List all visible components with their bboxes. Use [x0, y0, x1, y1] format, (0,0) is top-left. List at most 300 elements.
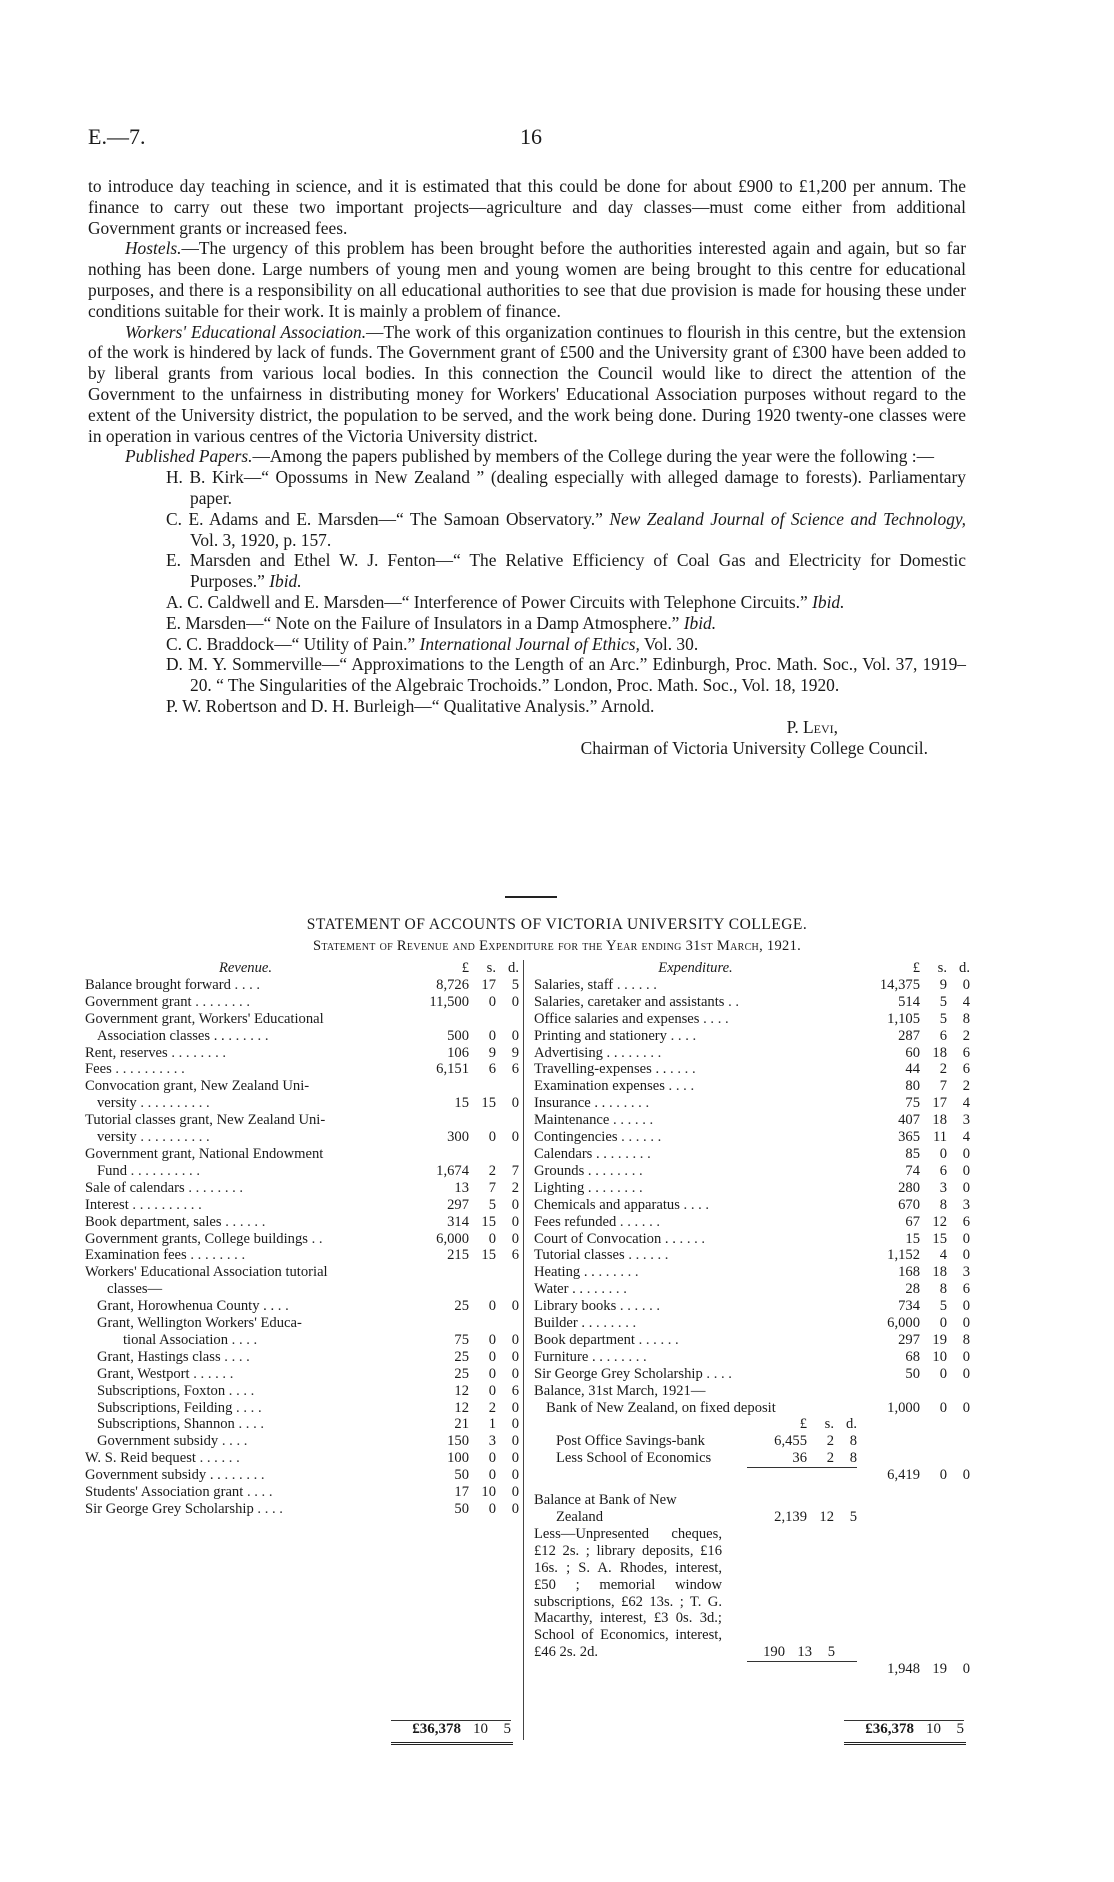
revenue-label [85, 1281, 406, 1298]
reference-item [88, 592, 966, 613]
revenue-total-underline [391, 1742, 513, 1745]
net-deposit-row: 6,419 0 0 [747, 1467, 970, 1484]
leader-dots: . . . . [225, 1382, 255, 1399]
amount-pounds: 68 [905, 1348, 920, 1365]
item-text: Travelling-expenses . . [534, 1061, 667, 1078]
amount-pounds: 407 [898, 1112, 920, 1129]
expenditure-row [534, 1315, 970, 1332]
amount-pence: 0 [962, 1365, 970, 1382]
revenue-label [85, 1383, 406, 1400]
amount-pence: 0 [962, 1162, 970, 1179]
leader-dots: . . . . [664, 1078, 695, 1095]
shillings-heading: s. [937, 960, 947, 976]
amount-shillings: 17 [932, 1095, 947, 1112]
expenditure-label [534, 1197, 857, 1214]
expenditure-row [534, 994, 970, 1011]
amount-pounds: 11,500 [429, 993, 469, 1010]
amount-shillings: 3 [488, 1433, 496, 1450]
amount-shillings: 6 [939, 1027, 947, 1044]
leader-dots: . . . . [679, 1196, 710, 1213]
revenue-label [85, 1247, 406, 1264]
expenditure-label [534, 1247, 857, 1264]
reference-text: D. M. Y. Sommerville—“ Approximations to the Length of an Arc.” Edinburgh, Proc. Math. Soc., Vol. 37, 1919–20. “ The Singularities of the Algebraic Trochoids.” London, Proc. Math. Soc., Vol. 18, 1920. [166, 654, 966, 696]
leader-dots: . . . . . . [634, 1331, 679, 1348]
leader-dots: . . . . [666, 1061, 696, 1078]
leader-dots: . . . . . . [189, 1365, 234, 1382]
bank-balance-row-2: Zealand 2,139 12 5 [556, 1509, 857, 1525]
amount-pence: 6 [962, 1061, 970, 1078]
statement-title: STATEMENT OF ACCOUNTS OF VICTORIA UNIVERSITY COLLEGE. [306, 916, 808, 933]
revenue-row [85, 1214, 519, 1231]
revenue-row [85, 977, 519, 994]
amount-shillings [469, 1112, 496, 1129]
amount-shillings: 0 [488, 1129, 496, 1146]
amount-shillings: 7 [939, 1078, 947, 1095]
amount-pounds [406, 1146, 469, 1163]
amount-shillings: 4 [939, 1247, 947, 1264]
amount-shillings: 5 [939, 1010, 947, 1027]
item-text: Grant, Westport [97, 1365, 190, 1382]
amount-shillings: 0 [488, 1027, 496, 1044]
amount-shillings: 9 [488, 1044, 496, 1061]
revenue-row [85, 1146, 519, 1163]
expenditure-row [534, 1197, 970, 1214]
expenditure-row [534, 1298, 970, 1315]
expenditure-label [534, 1366, 857, 1383]
amount-pence: 0 [511, 1348, 519, 1365]
expenditure-row [534, 1078, 970, 1095]
amount-pounds: 50 [905, 1365, 920, 1382]
amount-pounds: 50 [454, 1501, 469, 1517]
amount-shillings: 12 [932, 1213, 947, 1230]
revenue-label [85, 1197, 406, 1214]
amount-pounds: 500 [447, 1027, 469, 1044]
amount-pence: 0 [511, 1129, 519, 1146]
amount-shillings: 0 [939, 1399, 947, 1416]
revenue-row [85, 1433, 519, 1450]
expenditure-label [534, 1146, 857, 1163]
amount-pounds: 1,000 [887, 1399, 920, 1416]
item-text: Calendars . . [534, 1145, 607, 1162]
reference-text: E. Marsden—“ Note on the Failure of Insulators in a Damp Atmosphere.” [166, 612, 684, 633]
item-text: Lighting . . [534, 1179, 599, 1196]
amount-pounds: 514 [898, 993, 920, 1010]
expenditure-label [534, 1061, 857, 1078]
item-text: Fees [85, 1061, 112, 1078]
amount-shillings: 5 [939, 1298, 947, 1315]
amount-pence: 8 [962, 1010, 970, 1027]
revenue-row [85, 1416, 519, 1433]
reference-item [88, 613, 966, 634]
revenue-label [85, 1450, 406, 1467]
amount-pounds: 670 [898, 1196, 920, 1213]
revenue-row [85, 1129, 519, 1146]
expenditure-row [534, 1349, 970, 1366]
bank-net-row: 1,948 19 0 [747, 1661, 970, 1678]
balance-heading: Balance, 31st March, 1921— [534, 1382, 706, 1399]
item-text: Convocation grant, New Zealand Uni- [85, 1078, 310, 1095]
hostels-text: —The urgency of this problem has been brought before the authorities interested again and again, but so far nothing has been done. Large numbers of young men and young women are being brought to this centre for educational purposes, and there is a responsibility on all educational authorities to see that due provision is made for housing these under conditions suitable for their work. It is mainly a problem of finance. [88, 238, 966, 321]
amount-pounds: 50 [454, 1467, 469, 1484]
amount-shillings: 3 [939, 1179, 947, 1196]
amount-shillings: 0 [488, 1331, 496, 1348]
amount-pounds: 287 [898, 1027, 920, 1044]
item-text: Court of Convocation . . [534, 1230, 676, 1247]
leader-dots: . . . . . . . . . . [136, 1095, 210, 1112]
amount-pounds: 28 [905, 1281, 920, 1298]
revenue-row [85, 1332, 519, 1349]
revenue-label [85, 1095, 406, 1112]
expenditure-row [534, 977, 970, 994]
revenue-row [85, 1011, 519, 1028]
revenue-label [85, 994, 406, 1011]
amount-pounds: 1,674 [436, 1162, 469, 1179]
revenue-label [85, 1112, 406, 1129]
amount-pence: 9 [511, 1044, 519, 1061]
leader-dots: . . . . [232, 1399, 262, 1416]
amount-pounds: 215 [447, 1247, 469, 1264]
item-text: Office salaries and expenses [534, 1010, 700, 1027]
expenditure-heading: Expenditure. [658, 960, 733, 976]
amount-pounds [406, 1264, 469, 1281]
amount-pounds: 74 [905, 1162, 920, 1179]
amount-pence: 0 [511, 1450, 519, 1467]
revenue-label [85, 1146, 406, 1163]
amount-pounds: 25 [454, 1348, 469, 1365]
amount-pence: 0 [511, 1196, 519, 1213]
leader-dots: . . . . [220, 1348, 250, 1365]
item-text: Salaries, caretaker and assistants [534, 993, 725, 1010]
item-text: Grant, Wellington Workers' Educa- [97, 1315, 302, 1332]
amount-pounds: 15 [454, 1095, 469, 1112]
item-text: Government grant, National Endowment [85, 1145, 324, 1162]
revenue-label [85, 1078, 406, 1095]
revenue-row [85, 1180, 519, 1197]
amount-shillings: 18 [932, 1112, 947, 1129]
amount-pence [496, 1281, 519, 1298]
papers-text: —Among the papers published by members of the College during the year were the following :— [252, 446, 934, 467]
expenditure-label [534, 1112, 857, 1129]
amount-pence: 5 [511, 976, 519, 993]
revenue-row [85, 994, 519, 1011]
sub-currency-row: £ s. d. [799, 1416, 857, 1433]
amount-pence: 7 [511, 1162, 519, 1179]
document-reference: E.—7. [88, 124, 146, 149]
item-text: Grant, Horowhenua County . . [97, 1298, 275, 1315]
item-text: Water . . [534, 1281, 584, 1298]
amount-pence: 0 [511, 1230, 519, 1247]
amount-pounds: 13 [454, 1179, 469, 1196]
amount-pounds: 6,000 [436, 1230, 469, 1247]
revenue-label [85, 1264, 406, 1281]
amount-shillings: 2 [488, 1399, 496, 1416]
amount-pence: 0 [962, 1315, 970, 1332]
leader-dots: . . . . . . [592, 1315, 637, 1332]
expenditure-label [534, 1281, 857, 1298]
amount-pence: 8 [962, 1331, 970, 1348]
amount-shillings: 10 [481, 1484, 496, 1501]
revenue-row [85, 1095, 519, 1112]
revenue-row [85, 1247, 519, 1264]
amount-pence [496, 1112, 519, 1129]
revenue-row [85, 1078, 519, 1095]
revenue-label [85, 1011, 406, 1028]
amount-pence: 6 [962, 1281, 970, 1298]
leader-dots: . . . . . . . . . . [128, 1196, 202, 1213]
leader-dots: . . . . . . [598, 1179, 643, 1196]
amount-pence: 0 [511, 1433, 519, 1450]
amount-pounds: 12 [454, 1399, 469, 1416]
reference-volume: Vol. 30. [639, 633, 699, 654]
amount-shillings: 0 [488, 1298, 496, 1315]
amount-pence: 0 [962, 1179, 970, 1196]
expenditure-column [534, 960, 970, 1678]
revenue-label [85, 1349, 406, 1366]
revenue-row [85, 1349, 519, 1366]
pence-heading: d. [959, 960, 970, 976]
leader-dots: . . . . [702, 1365, 732, 1382]
revenue-label [85, 1315, 406, 1332]
item-text: Government subsidy [97, 1433, 219, 1450]
expenditure-row [534, 1028, 970, 1045]
reference-text: C. E. Adams and E. Marsden—“ The Samoan Observatory.” [166, 508, 610, 529]
posb-row: Post Office Savings-bank 6,455 2 8 [534, 1433, 970, 1450]
item-text: Subscriptions, Feilding [97, 1399, 233, 1416]
expenditure-row [534, 1281, 970, 1298]
amount-pounds: 1,152 [887, 1247, 920, 1264]
amount-pence: 3 [962, 1264, 970, 1281]
reference-item [88, 509, 966, 551]
amount-shillings: 8 [939, 1281, 947, 1298]
expenditure-label [534, 1129, 857, 1146]
amount-pence: 2 [511, 1179, 519, 1196]
amount-shillings [469, 1011, 496, 1028]
pence-heading: d. [508, 960, 519, 976]
paragraph-papers [88, 446, 966, 467]
revenue-label [85, 1400, 406, 1417]
expenditure-row [534, 1264, 970, 1281]
amount-pounds: 75 [454, 1331, 469, 1348]
leader-dots: . . . . . . . . . . [136, 1129, 210, 1146]
amount-shillings: 8 [939, 1196, 947, 1213]
amount-shillings: 0 [488, 1230, 496, 1247]
expenditure-label [534, 1264, 857, 1281]
reference-list [88, 467, 966, 717]
leader-dots: . . . . . . [606, 1145, 651, 1162]
reference-text: E. Marsden and Ethel W. J. Fenton—“ The Relative Efficiency of Coal Gas and Electricity for Domestic Purposes.” [166, 550, 966, 592]
revenue-row [85, 1450, 519, 1467]
expenditure-row [534, 1163, 970, 1180]
amount-shillings: 18 [932, 1264, 947, 1281]
amount-pounds: 60 [905, 1044, 920, 1061]
expenditure-row [534, 1061, 970, 1078]
revenue-label [85, 1433, 406, 1450]
revenue-row [85, 1501, 519, 1518]
item-text: Government grants, College buildings [85, 1230, 308, 1247]
expenditure-label [534, 1078, 857, 1095]
leader-dots: . . [724, 993, 740, 1010]
revenue-label [85, 1467, 406, 1484]
revenue-row [85, 1231, 519, 1248]
leader-dots: . . . . . . [224, 1027, 269, 1044]
amount-shillings [469, 1078, 496, 1095]
amount-pounds: 297 [447, 1196, 469, 1213]
amount-pounds: 15 [905, 1230, 920, 1247]
revenue-label [85, 1416, 406, 1433]
item-text: Printing and stationery [534, 1027, 667, 1044]
paragraph-hostels [88, 238, 966, 321]
paragraph-intro: to introduce day teaching in science, and it is estimated that this could be done for about £900 to £1,200 per annum. The finance to carry out these two important projects—agriculture and day classes—must come either from additional Government grants or increased fees. [88, 176, 966, 238]
revenue-row [85, 1112, 519, 1129]
expenditure-total: £36,378 10 5 [844, 1720, 964, 1740]
revenue-row [85, 1028, 519, 1045]
revenue-label [85, 1129, 406, 1146]
expenditure-label [534, 994, 857, 1011]
item-text: Furniture . . [534, 1348, 603, 1365]
leader-dots: . . . . [228, 1331, 258, 1348]
item-text: Examination expenses [534, 1078, 665, 1095]
amount-shillings: 0 [488, 1365, 496, 1382]
revenue-row [85, 1163, 519, 1180]
amount-pounds: 80 [905, 1078, 920, 1095]
amount-pounds: 6,151 [436, 1061, 469, 1078]
amount-pence: 4 [962, 993, 970, 1010]
amount-shillings: 0 [939, 1365, 947, 1382]
revenue-row [85, 1400, 519, 1417]
amount-pounds [406, 1011, 469, 1028]
item-text: Interest [85, 1196, 129, 1213]
item-text: Grant, Hastings class [97, 1348, 221, 1365]
item-text: Maintenance [534, 1112, 610, 1129]
amount-shillings: 17 [481, 976, 496, 993]
amount-pounds: 25 [454, 1365, 469, 1382]
expenditure-label [534, 1045, 857, 1062]
body-text [88, 176, 966, 758]
item-text: tional Association [123, 1331, 228, 1348]
revenue-row [85, 1315, 519, 1332]
revenue-label [85, 1214, 406, 1231]
amount-pounds: 8,726 [436, 976, 469, 993]
amount-pence: 0 [511, 1298, 519, 1315]
posb-label: Post Office Savings-bank [556, 1433, 705, 1450]
leader-dots: . . [307, 1230, 323, 1247]
amount-pence: 0 [962, 1399, 970, 1416]
reference-volume: Vol. 3, 1920, p. 157. [190, 529, 332, 550]
amount-pence: 0 [511, 1399, 519, 1416]
leader-dots: . . . . . . [594, 1264, 639, 1281]
amount-pence: 0 [511, 993, 519, 1010]
revenue-label [85, 1028, 406, 1045]
amount-shillings [469, 1264, 496, 1281]
amount-pence: 0 [511, 1213, 519, 1230]
less-label: Less School of Economics [556, 1450, 712, 1467]
item-text: Tutorial classes [534, 1247, 625, 1264]
amount-pounds [406, 1315, 469, 1332]
item-text: Government subsidy . . [85, 1467, 221, 1484]
leader-dots: . . . . [218, 1433, 248, 1450]
amount-shillings: 15 [481, 1247, 496, 1264]
amount-pounds [406, 1078, 469, 1095]
amount-pence: 0 [511, 1501, 519, 1517]
leader-dots: . . . . . . . . [186, 1247, 246, 1264]
amount-pounds [406, 1112, 469, 1129]
revenue-label [85, 1484, 406, 1501]
revenue-label [85, 1180, 406, 1197]
leader-dots: . . . . [234, 1416, 265, 1433]
expenditure-row [534, 1112, 970, 1129]
amount-pence [496, 1264, 519, 1281]
bnz-deposit-row [534, 1400, 970, 1417]
expenditure-row [534, 1129, 970, 1146]
item-text: Heating . . [534, 1264, 595, 1281]
reference-item [88, 696, 966, 717]
expenditure-total-underline [844, 1742, 966, 1745]
less-economics-row: Less School of Economics 36 2 8 [534, 1450, 970, 1467]
expenditure-label [534, 1298, 857, 1315]
amount-pounds: 365 [898, 1129, 920, 1146]
amount-pence: 0 [962, 1348, 970, 1365]
expenditure-row [534, 1231, 970, 1248]
expenditure-row [534, 1045, 970, 1062]
expenditure-label [534, 1231, 857, 1248]
leader-dots: . . . . . . [617, 1044, 662, 1061]
amount-pence: 0 [511, 1331, 519, 1348]
amount-pence: 0 [511, 1467, 519, 1484]
amount-pounds: 67 [905, 1213, 920, 1230]
item-text: Examination fees [85, 1247, 187, 1264]
column-divider [523, 960, 524, 1740]
item-text: Students' Association grant [85, 1484, 244, 1501]
expenditure-label [534, 1332, 857, 1349]
amount-shillings [469, 1146, 496, 1163]
reference-text: P. W. Robertson and D. H. Burleigh—“ Qualitative Analysis.” Arnold. [166, 695, 655, 716]
reference-text: C. C. Braddock—“ Utility of Pain.” [166, 633, 420, 654]
amount-shillings: 9 [939, 976, 947, 993]
amount-shillings: 0 [488, 1467, 496, 1484]
amount-pence: 3 [962, 1112, 970, 1129]
amount-shillings: 0 [939, 1145, 947, 1162]
reference-journal: New Zealand Journal of Science and Technology, [609, 508, 967, 529]
item-text: Sale of calendars [85, 1179, 185, 1196]
reference-text: A. C. Caldwell and E. Marsden—“ Interference of Power Circuits with Telephone Circuits.” [166, 591, 813, 612]
amount-pence: 0 [962, 1145, 970, 1162]
amount-shillings: 6 [488, 1061, 496, 1078]
amount-pounds: 25 [454, 1298, 469, 1315]
revenue-row [85, 1264, 519, 1281]
leader-dots: . . . . . . [598, 1162, 643, 1179]
amount-pence: 3 [962, 1196, 970, 1213]
revenue-column [85, 960, 519, 1518]
amount-pounds: 17 [454, 1484, 469, 1501]
amount-shillings: 15 [481, 1213, 496, 1230]
amount-pence: 0 [962, 1230, 970, 1247]
amount-pence: 0 [962, 1298, 970, 1315]
revenue-row [85, 1383, 519, 1400]
amount-pence: 6 [511, 1247, 519, 1264]
reference-journal: Ibid. [269, 571, 302, 592]
amount-shillings: 0 [939, 1315, 947, 1332]
amount-pounds: 12 [454, 1382, 469, 1399]
amount-shillings: 11 [932, 1129, 947, 1146]
expenditure-label [534, 1028, 857, 1045]
revenue-total: £36,378 10 5 [391, 1720, 511, 1740]
amount-shillings: 0 [488, 1450, 496, 1467]
item-text: Fees refunded [534, 1213, 617, 1230]
amount-pence: 0 [511, 1484, 519, 1501]
item-text: Fund [97, 1162, 128, 1179]
leader-dots: . . . . . . [616, 1213, 661, 1230]
amount-pounds: 150 [447, 1433, 469, 1450]
